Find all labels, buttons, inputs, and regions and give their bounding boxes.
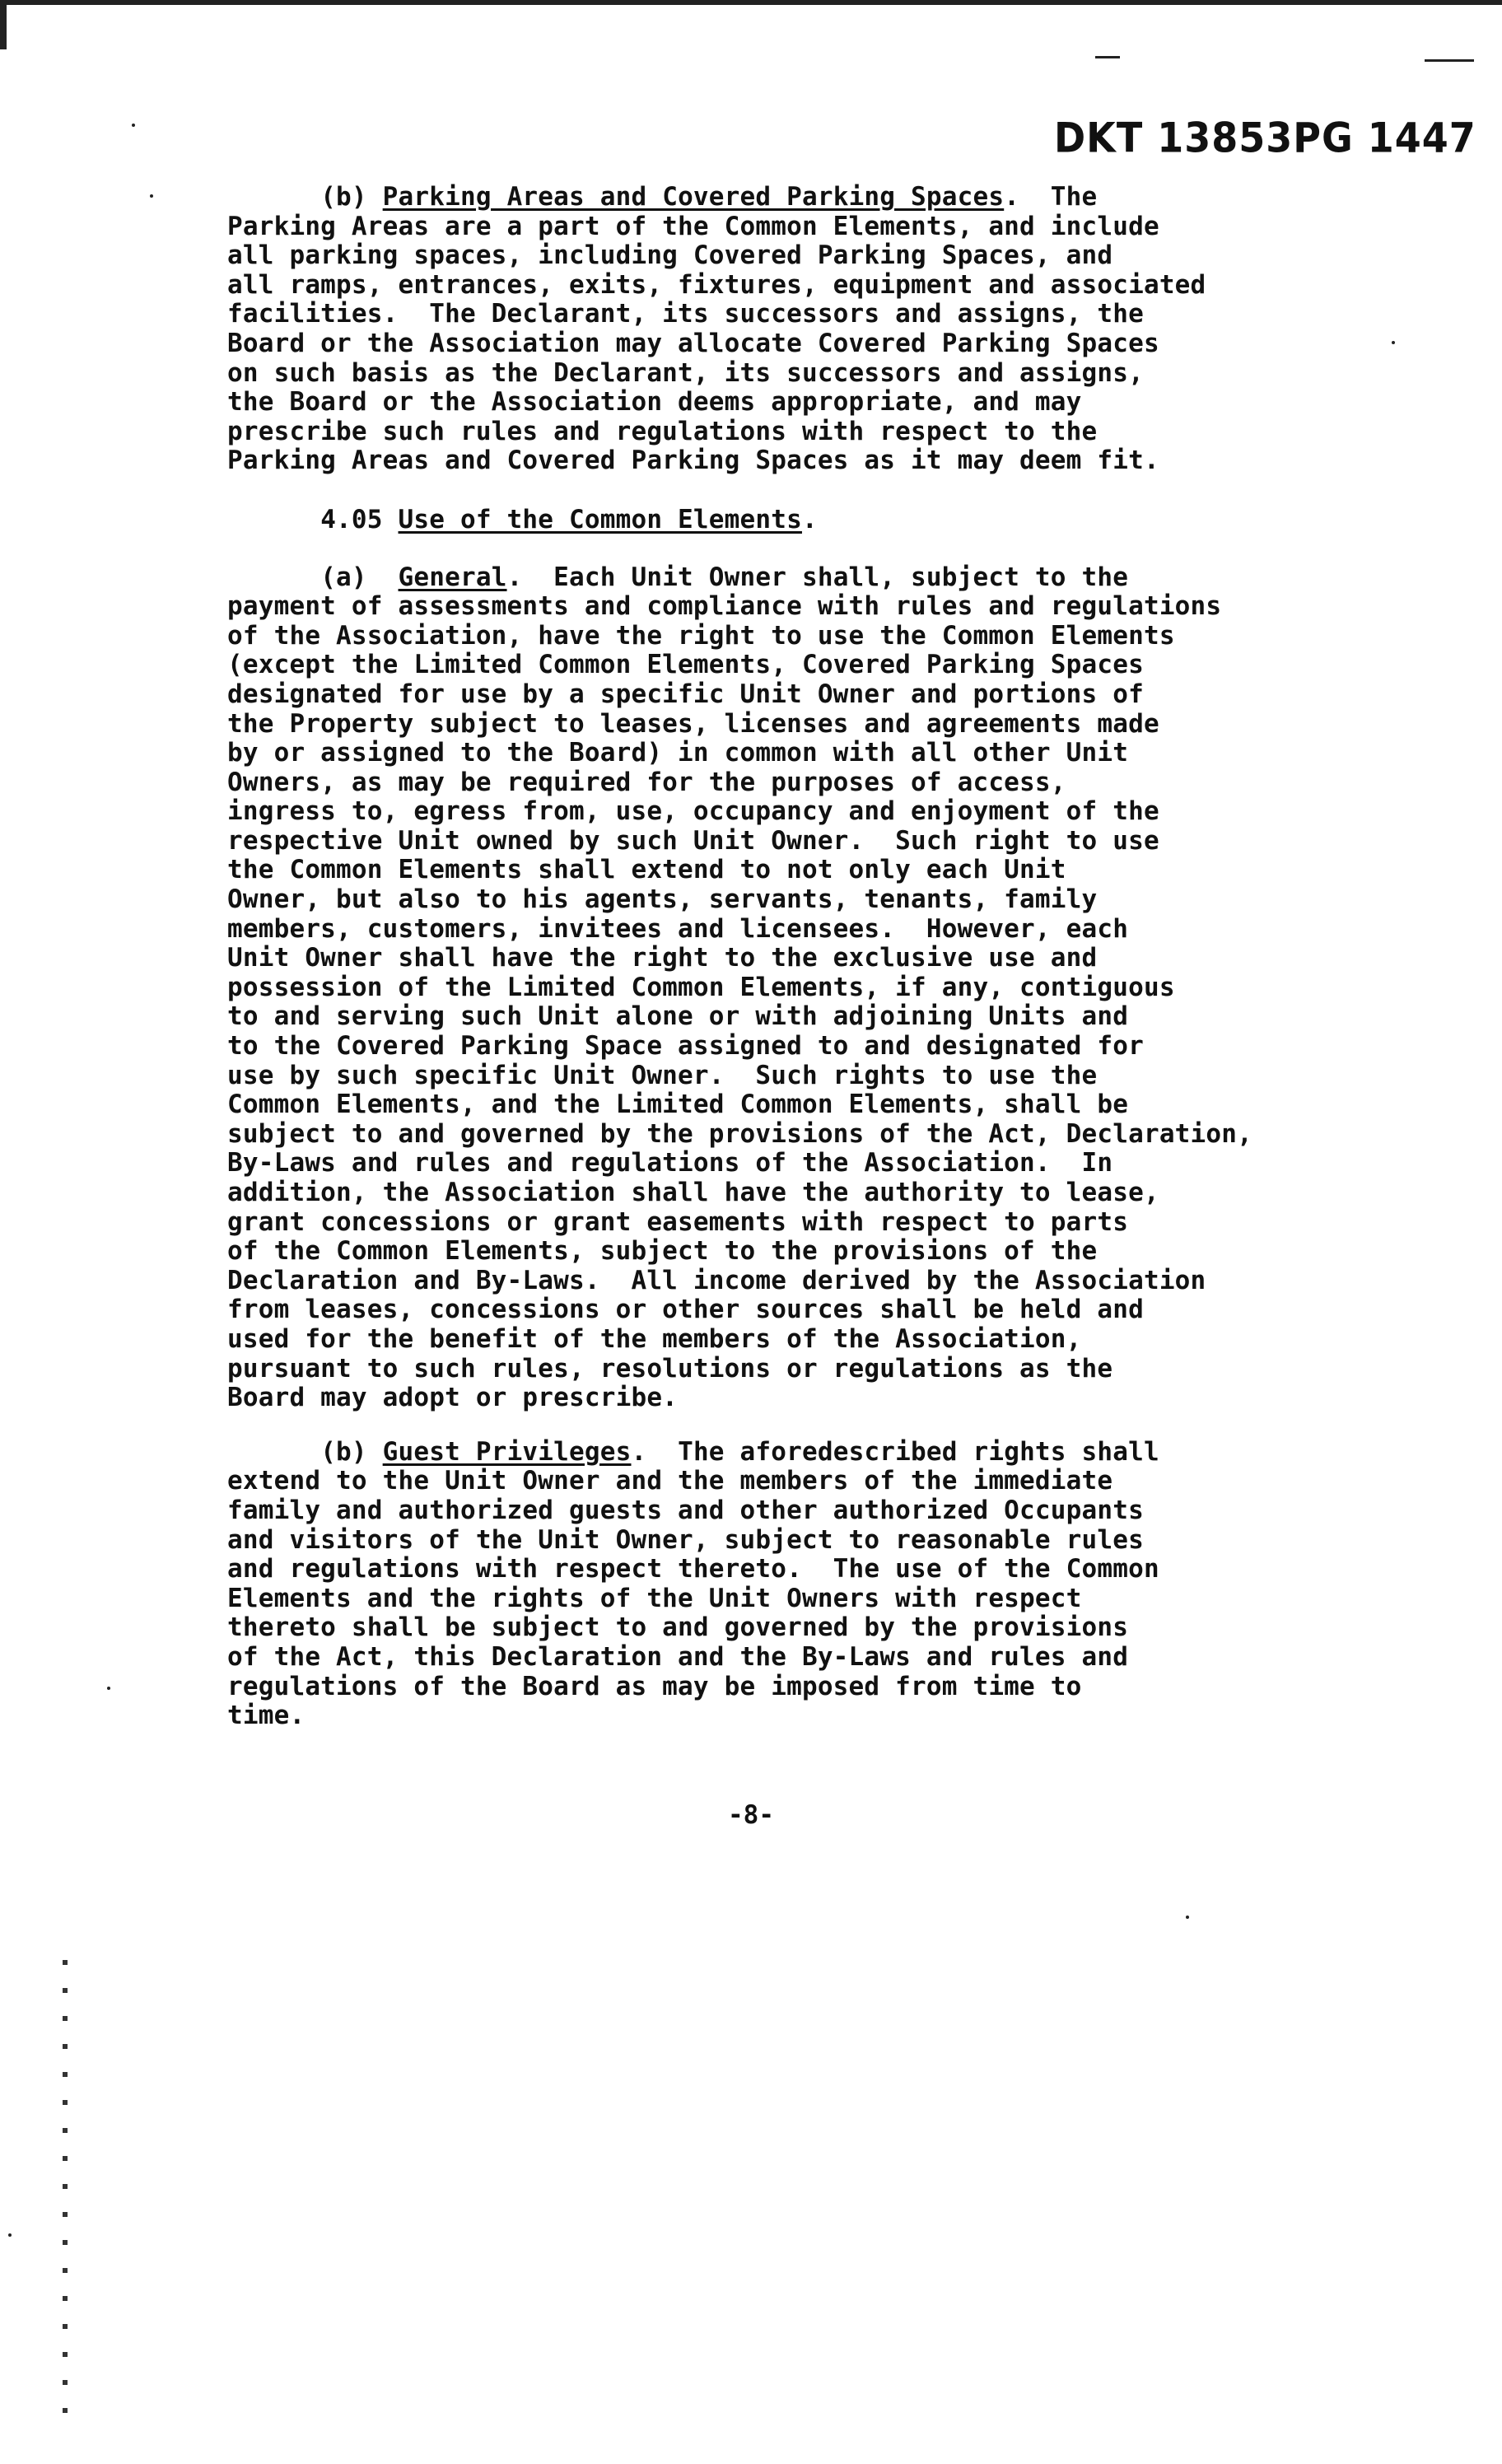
section-lead: (b) [320,1436,383,1467]
text-line: family and authorized guests and other authorized Occupants [227,1495,1144,1525]
text-line: Parking Areas are a part of the Common Elements, and include [227,211,1159,241]
scan-speck [132,124,135,127]
text-line: facilities. The Declarant, its successors and assigns, the [227,299,1144,329]
section-number: 4.05 [320,504,399,534]
paragraph-first-line [227,183,1413,212]
text-line: to and serving such Unit alone or with adjoining Units and [227,1001,1129,1032]
text-line: Board or the Association may allocate Covered Parking Spaces [227,328,1159,358]
section-heading: Guest Privileges [382,1436,632,1467]
text-line: of the Common Elements, subject to the provisions of the [227,1236,1098,1267]
paragraph-first-line [227,1438,1413,1468]
text-line: Owner, but also to his agents, servants, tenants, family [227,884,1098,915]
section-first-line-text: . Each Unit Owner shall, subject to the [506,562,1129,592]
text-line: regulations of the Board as may be imposed from time to [227,1671,1082,1701]
text-line: members, customers, invitees and licensees. However, each [227,913,1129,944]
text-line: ingress to, egress from, use, occupancy and enjoyment of the [227,796,1159,827]
text-line: Unit Owner shall have the right to the exclusive use and [227,943,1098,973]
section-heading: General [398,562,507,592]
text-line: time. [227,1701,306,1731]
scan-top-edge [0,0,1502,5]
section-title-line [227,506,1413,535]
text-line: Owners, as may be required for the purposes of access, [227,767,1066,797]
text-line: thereto shall be subject to and governed by the provisions [227,1612,1129,1643]
text-line: the Property subject to leases, licenses and agreements made [227,708,1159,739]
text-line: grant concessions or grant easements with respect to parts [227,1206,1129,1237]
text-line: by or assigned to the Board) in common with all other Unit [227,738,1129,768]
paragraph-first-line [227,563,1413,593]
text-line: all ramps, entrances, exits, fixtures, equipment and associated [227,269,1206,300]
text-line: on such basis as the Declarant, its successors and assigns, [227,357,1144,388]
text-line: all parking spaces, including Covered Parking Spaces, and [227,240,1113,271]
text-line: extend to the Unit Owner and the members of the immediate [227,1466,1113,1496]
text-line: respective Unit owned by such Unit Owner. Such right to use [227,825,1159,856]
scan-left-mark [0,0,7,49]
scan-dash-right [1425,59,1474,62]
text-line: Common Elements, and the Limited Common Elements, shall be [227,1090,1129,1120]
text-line: to the Covered Parking Space assigned to and designated for [227,1031,1144,1062]
section-lead: (a) [320,562,399,592]
scan-speck [150,194,153,198]
text-line: from leases, concessions or other sources shall be held and [227,1295,1144,1325]
docket-stamp: DKT 13853PG 1447 [1054,113,1476,162]
text-line: Declaration and By-Laws. All income derived by the Association [227,1265,1206,1295]
text-line: used for the benefit of the members of the Association, [227,1323,1082,1354]
section-lead: (b) [320,182,383,212]
scan-dash-mid [1095,56,1120,58]
text-line: pursuant to such rules, resolutions or regulations as the [227,1353,1113,1384]
section-guest-privileges [227,1438,1413,1731]
text-line: of the Association, have the right to use the Common Elements [227,620,1175,651]
scan-speck [1186,1916,1189,1919]
scan-margin-dashes [63,1960,68,2421]
text-line: prescribe such rules and regulations with respect to the [227,416,1098,446]
text-line: addition, the Association shall have the authority to lease, [227,1178,1159,1207]
section-first-line-text: . The [1004,182,1098,212]
text-line: subject to and governed by the provisions of the Act, Declaration, [227,1118,1252,1149]
text-line: and regulations with respect thereto. The use of the Common [227,1554,1159,1584]
section-heading-period: . [801,504,818,534]
section-general [227,563,1413,1413]
section-use-of-common-elements [227,506,1413,535]
text-line: possession of the Limited Common Elements, if any, contiguous [227,972,1175,1002]
text-line: and visitors of the Unit Owner, subject to reasonable rules [227,1524,1144,1555]
text-line: the Common Elements shall extend to not only each Unit [227,855,1066,885]
section-parking [227,183,1413,476]
text-line: (except the Limited Common Elements, Covered Parking Spaces [227,650,1144,680]
text-line: the Board or the Association deems appropriate, and may [227,387,1082,418]
scan-speck [107,1687,110,1690]
section-heading: Use of the Common Elements [398,504,802,534]
text-line: of the Act, this Declaration and the By-Laws and rules and [227,1641,1129,1672]
page-number: -8- [728,1800,774,1830]
scan-speck [8,2233,12,2237]
text-line: By-Laws and rules and regulations of the Association. In [227,1148,1113,1178]
text-line: Elements and the rights of the Unit Owners with respect [227,1583,1082,1613]
text-line: designated for use by a specific Unit Owner and portions of [227,679,1144,709]
text-line: use by such specific Unit Owner. Such rights to use the [227,1060,1098,1090]
document-body [227,183,1413,1731]
text-line: Board may adopt or prescribe. [227,1383,679,1413]
section-heading: Parking Areas and Covered Parking Spaces [382,182,1005,212]
section-first-line-text: . The aforedescribed rights shall [631,1436,1159,1467]
text-line: payment of assessments and compliance with rules and regulations [227,591,1222,622]
text-line: Parking Areas and Covered Parking Spaces as it may deem fit. [227,446,1159,476]
